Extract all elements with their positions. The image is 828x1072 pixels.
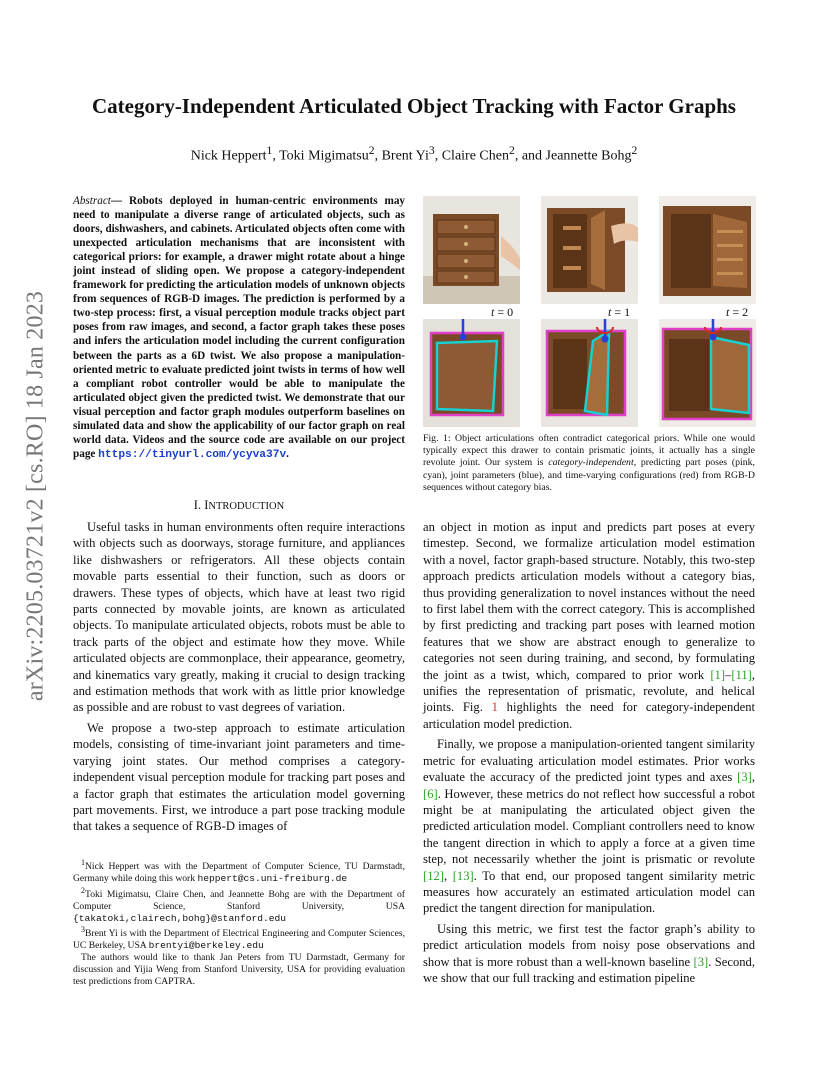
project-url-link[interactable]: https://tinyurl.com/ycyva37v	[98, 448, 287, 461]
footnote: $^3$Brent Yi is with the Department of Electrical Engineering and Computer Sciences, UC Berkeley, USA brentyi@berkeley.edu	[73, 925, 405, 952]
abstract-text: Robots deployed in human-centric environments may need to manipulate a diverse range of articulated objects, such as doors, dishwashers, and cabinets. Articulated objects often come with unexpected articulation mechanisms that are inconsistent with categorical priors: for example, a drawer might rotate about a hinge joint instead of sliding open. We propose a category-independent framework for predicting the articulation models of unknown objects from sequences of RGB-D images. The prediction is performed by a two-step process: first, a visual perception module tracks object part poses from raw images, and second, a factor graph takes these poses and infers the articulation model including the current configuration between the parts as a 6D twist. We also propose a manipulation-oriented metric to evaluate predicted joint twists in terms of how well a compliant robot controller would be able to manipulate the articulated object given the predicted twist. We demonstrate that our visual perception and factor graph modules outperform baselines on simulated data and show the applicability of our factor graph on real world data. Videos and the source code are available on our project page	[73, 195, 406, 460]
paragraph: Finally, we propose a manipulation-oriented tangent similarity metric for evaluating articulation model estimates. Prior works evaluate the accuracy of the predicted joint types and axes [3], [6]. However, these metrics do not reflect how successful a robot might be at manipulating the articulated object given the predicted articulation model. Compliant controllers need to know the tangent direction in which to apply a force at a given time step, not necessarily whether the joint is prismatic or revolute [12], [13]. To that end, our proposed tangent similarity metric measures how accurately an estimated articulation model can predict the tangent direction for manipulation.	[423, 737, 756, 916]
paper-title: Category-Independent Articulated Object Tracking with Factor Graphs	[92, 94, 736, 118]
arxiv-id: arXiv:2205.03721v2 [cs.RO] 18 Jan 2023	[22, 290, 49, 702]
section-heading: I. INTRODUCTION	[193, 498, 285, 512]
affiliation-mark: 2	[631, 144, 638, 157]
author-name: Claire Chen	[441, 148, 509, 164]
author-name: Nick Heppert	[190, 148, 267, 164]
time-label-1: t = 1	[608, 305, 631, 319]
citation-link[interactable]: [1]	[710, 667, 726, 682]
photo-cabinet-opening	[541, 196, 638, 304]
citation-link[interactable]: [13]	[452, 868, 474, 883]
affiliation-mark: 2	[368, 144, 375, 157]
acknowledgment: The authors would like to thank Jan Peters from TU Darmstadt, Germany for discussion and Yijia Weng from Stanford University, USA for providing evaluation test predictions from CAPTRA.	[73, 952, 405, 987]
author-name: Jeannette Bohg	[545, 148, 632, 164]
author-name: Brent Yi	[381, 148, 429, 164]
citation-link[interactable]: [6]	[423, 786, 438, 801]
author-list: Nick Heppert$^1$, Toki Migimatsu$^2$, Brent Yi$^3$, Claire Chen$^2$, and Jeannette Bohg$^2$	[190, 144, 638, 164]
paragraph: Using this metric, we first test the factor graph’s ability to predict articulation models from noisy pose observations and show that is more robust than a well-known baseline [3]. Second, we show that our full tracking and estimation pipeline	[423, 921, 755, 985]
prediction-panel-t1	[541, 319, 638, 427]
figure-link[interactable]: 1	[491, 700, 498, 715]
author-name: Toki Migimatsu	[279, 148, 369, 164]
citation-link[interactable]: [12]	[423, 868, 444, 883]
abstract-label: Abstract	[73, 195, 111, 207]
prediction-panel-t0	[423, 319, 520, 427]
citation-link[interactable]: [3]	[737, 770, 752, 785]
intro-body-right	[423, 519, 755, 990]
footnote: $^1$Nick Heppert was with the Department of Computer Science, TU Darmstadt, Germany while doing this work heppert@cs.uni-freiburg.de	[73, 858, 405, 884]
prediction-panel-t2	[659, 319, 756, 427]
figure-caption: Fig. 1: Object articulations often contradict categorical priors. While one would typically expect this drawer to contain prismatic joints, it actually has a single revolute joint. Our system is category-independent, predicting part poses (pink, cyan), joint parameters (blue), and time-varying configurations (red) from RGB-D sequences without category bias.	[423, 433, 755, 493]
citation-link[interactable]: [11]	[731, 667, 752, 682]
paragraph: an object in motion as input and predicts part poses at every timestep. Second, we formalize articulation model estimation with a novel, factor graph-based structure. Notably, this two-step approach predicts articulation models without a category bias, thus providing generalization to novel instances without the need to first label them with the correct category. This is accomplished by first predicting and tracking part poses with learned motion features that we show are abstract enough to generalize to categories not seen during training, and second, by formulating the joint as a twist, which, compared to prior work [1]–[11], unifies the representation of prismatic, revolute, and helical joints. Fig. 1 highlights the need for category-independent articulation model prediction.	[423, 520, 756, 731]
affiliation-mark: 3	[428, 144, 435, 157]
abstract: Abstract— Robots deployed in human-centric environments may need to manipulate a diverse range of articulated objects, such as doors, dishwashers, and cabinets. Articulated objects often come with unexpected articulation mechanisms that are inconsistent with categorical priors: for example, a drawer might rotate about a hinge joint instead of sliding open. We propose a category-independent framework for predicting the articulation models of unknown objects from sequences of RGB-D images. The prediction is performed by a two-step process: first, a visual perception module tracks object part poses from raw images, and second, a factor graph takes these poses and infers the articulation model including the current configuration between the parts as a 6D twist. We also propose a manipulation-oriented metric to evaluate predicted joint twists in terms of how well a compliant robot controller would be able to manipulate the articulated object given the predicted twist. We demonstrate that our visual perception and factor graph modules outperform baselines on simulated data and show the applicability of our factor graph on real world data. Videos and the source code are available on our project page https://tinyurl.com/ycyva37v.	[73, 195, 406, 461]
time-label-0: t = 0	[491, 305, 514, 319]
footnotes	[73, 857, 405, 988]
paragraph: We propose a two-step approach to estimate articulation models, consisting of time-invariant joint parameters and time-varying joint states. Our method comprises a category-independent visual perception module for tracking part poses and a factor graph that estimates the articulation model governing part movements. First, we introduce a part pose tracking module that takes a sequence of RGB-D images of	[73, 720, 405, 834]
photo-cabinet-open	[659, 196, 756, 304]
intro-body-left	[73, 519, 405, 839]
paragraph: Useful tasks in human environments often require interactions with objects such as doorways, storage furniture, and appliances like dishwashers or refrigerators. All these objects contain movable parts essential to their function, such as doors or drawers. These types of objects, which have at least two rigid parts connected by movable joints, are known as articulated objects. To manipulate articulated objects, robots must be able to track parts of the object and estimate how they move. While articulated objects are commonplace, their appearance, geometry, and kinematics vary greatly, making it crucial to design tracking and estimation methods that work with as little prior knowledge as possible and are robust to vast degrees of variation.	[73, 520, 405, 715]
time-label-2: t = 2	[726, 305, 749, 319]
photo-cabinet-closed	[423, 196, 520, 304]
affiliation-mark: 2	[508, 144, 515, 157]
citation-link[interactable]: [3]	[693, 954, 709, 969]
footnote: $^2$Toki Migimatsu, Claire Chen, and Jeannette Bohg are with the Department of Computer Science, Stanford University, USA {takatoki,clairech,bohg}@stanford.edu	[73, 885, 405, 924]
affiliation-mark: 1	[266, 144, 273, 157]
arxiv-sidebar	[20, 286, 52, 706]
